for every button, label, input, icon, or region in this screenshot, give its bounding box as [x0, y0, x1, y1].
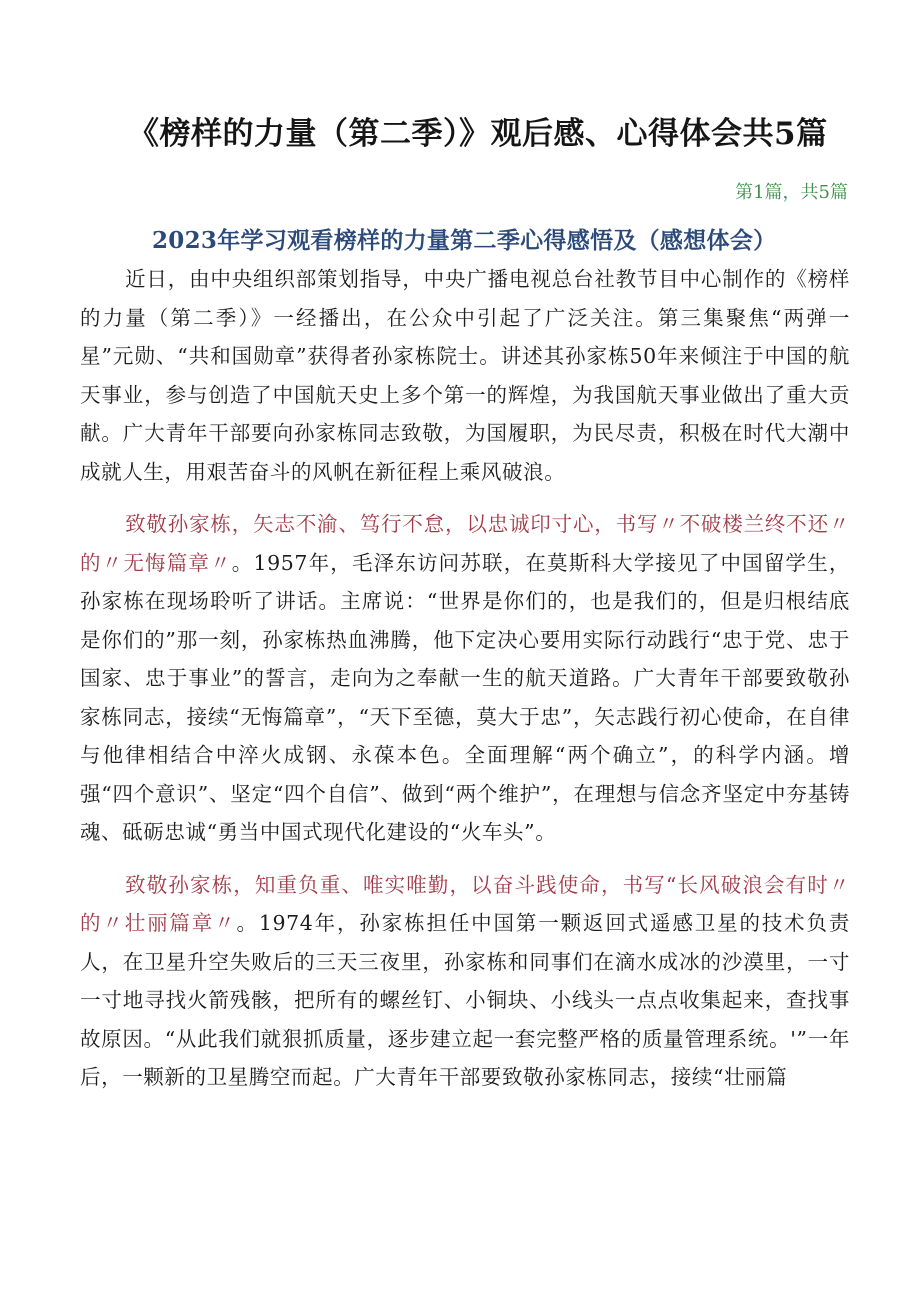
part-indicator: 第1篇，共5篇 [735, 182, 848, 203]
paragraph-3 [80, 866, 850, 1097]
paragraph-text: 。1957年，毛泽东访问苏联，在莫斯科大学接见了中国留学生，孙家栋在现场聆听了讲话。主席说：“世界是你们的，也是我们的，但是归根结底是你们的”那一刻，孙家栋热血沸腾，他下定决心要用实际行动践行“忠于党、忠于国家、忠于事业”的誓言，走向为之奉献一生的航天道路。广大青年干部要致敬孙家栋同志，接续“无悔篇章”，“天下至德，莫大于忠”，矢志践行初心使命，在自律与他律相结合中淬火成钢、永葆本色。全面理解“两个确立”，的科学内涵。增强“四个意识”、坚定“四个自信”、做到“两个维护”，在理想与信念齐坚定中夯基铸魂、砥砺忠诚“勇当中国式现代化建设的“火车头”。 [80, 550, 851, 844]
paragraph-highlight: 致敬孙家栋，矢志不渝、笃行不怠，以忠诚印寸心，书写〃不破楼兰终不还〃的〃无悔篇章〃 [80, 512, 850, 575]
paragraph-1 [80, 260, 850, 491]
paragraph-highlight: 致敬孙家栋，知重负重、唯实唯勤，以奋斗践使命，书写“长风破浪会有时〃的〃壮丽篇章〃 [80, 872, 850, 935]
paragraph-text: 近日，由中央组织部策划指导，中央广播电视总台社教节目中心制作的《榜样的力量（第二季）》一经播出，在公众中引起了广泛关注。第三集聚焦“两弹一星”元勋、“共和国勋章”获得者孙家栋院士。讲述其孙家栋50年来倾注于中国的航天事业，参与创造了中国航天史上多个第一的辉煌，为我国航天事业做出了重大贡献。广大青年干部要向孙家栋同志致敬，为国履职，为民尽责，积极在时代大潮中成就人生，用艰苦奋斗的风帆在新征程上乘风破浪。 [80, 267, 850, 484]
article-title: 2023年学习观看榜样的力量第二季心得感悟及（感想体会） [152, 227, 777, 254]
article-body [80, 260, 850, 1097]
paragraph-2 [80, 505, 850, 852]
document-title: 《榜样的力量（第二季）》观后感、心得体会共5篇 [128, 116, 828, 152]
paragraph-text: 。1974年，孙家栋担任中国第一颗返回式遥感卫星的技术负责人，在卫星升空失败后的三天三夜里，孙家栋和同事们在滴水成冰的沙漠里，一寸一寸地寻找火箭残骸，把所有的螺丝钉、小铜块、小线头一点点收集起来，查找事故原因。“从此我们就狠抓质量，逐步建立起一套完整严格的质量管理系统。'”一年后，一颗新的卫星腾空而起。广大青年干部要致敬孙家栋同志，接续“壮丽篇 [80, 911, 850, 1089]
